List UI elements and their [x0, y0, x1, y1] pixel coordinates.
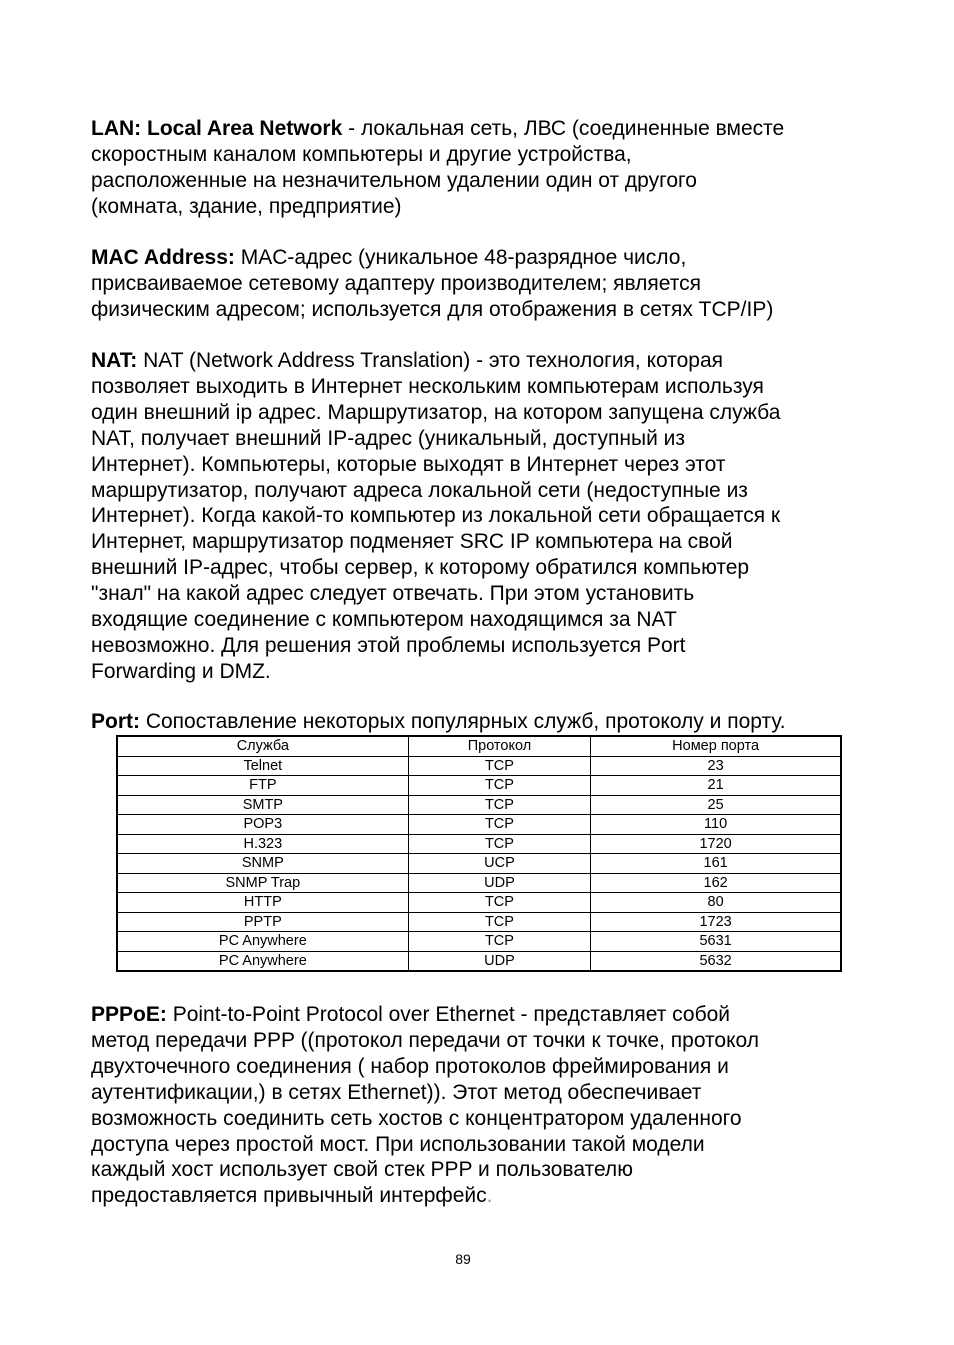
cell-service: SMTP	[117, 795, 408, 815]
cell-port: 162	[591, 873, 841, 893]
cell-port: 1720	[591, 834, 841, 854]
entry-line: "знал" на какой адрес следует отвечать. При этом установить	[91, 582, 695, 606]
cell-service: PPTP	[117, 912, 408, 932]
cell-protocol: TCP	[408, 776, 591, 796]
table-row	[117, 815, 841, 835]
cell-service: SNMP Trap	[117, 873, 408, 893]
entry-line: (комната, здание, предприятие)	[91, 194, 402, 218]
cell-protocol: TCP	[408, 893, 591, 913]
entry-line: NAT: NAT (Network Address Translation) - это технология, которая	[91, 349, 724, 372]
entry-line: PPPoE: Point-to-Point Protocol over Ethernet - представляет собой	[91, 1003, 731, 1026]
entry-line: Port: Сопоставление некоторых популярных служб, протоколу и порту.	[91, 710, 786, 733]
cell-protocol: TCP	[408, 912, 591, 932]
entry-line: расположенные на незначительном удалении один от другого	[91, 168, 697, 192]
table-row	[117, 834, 841, 854]
entry-line: Интернет). Компьютеры, которые выходят в Интернет через этот	[91, 452, 726, 476]
entry-line: один внешний ip адрес. Маршрутизатор, на котором запущена служба	[91, 400, 781, 424]
entry-line: невозможно. Для решения этой проблемы используется Port	[91, 633, 686, 657]
column-header-protocol: Протокол	[408, 736, 591, 756]
cell-protocol: TCP	[408, 815, 591, 835]
cell-service: POP3	[117, 815, 408, 835]
cell-port: 23	[591, 756, 841, 776]
cell-port: 5631	[591, 932, 841, 952]
entry-line: Forwarding и DMZ.	[91, 659, 271, 683]
glossary-term: MAC Address:	[91, 246, 235, 269]
entry-line: метод передачи PPP ((протокол передачи от точки к точке, протокол	[91, 1028, 760, 1052]
cell-service: PC Anywhere	[117, 932, 408, 952]
table-row	[117, 756, 841, 776]
cell-service: PC Anywhere	[117, 951, 408, 971]
entry-line: предоставляется привычный интерфейс.	[91, 1184, 493, 1208]
table-row	[117, 776, 841, 796]
cell-protocol: TCP	[408, 795, 591, 815]
cell-port: 161	[591, 854, 841, 874]
cell-protocol: TCP	[408, 756, 591, 776]
column-header-port-number: Номер порта	[591, 736, 841, 756]
entry-line: доступа через простой мост. При использовании такой модели	[91, 1132, 705, 1156]
page-number: 89	[455, 1251, 471, 1267]
table-row	[117, 795, 841, 815]
entry-line: маршрутизатор, получают адреса локальной сети (недоступные из	[91, 478, 748, 502]
cell-service: H.323	[117, 834, 408, 854]
cell-protocol: UDP	[408, 951, 591, 971]
glossary-term: PPPoE:	[91, 1003, 167, 1026]
entry-line: аутентификации,) в сетях Ethernet)). Этот метод обеспечивает	[91, 1080, 702, 1104]
table-row	[117, 951, 841, 971]
entry-line: входящие соединение с компьютером находящимся за NAT	[91, 608, 677, 632]
table-row	[117, 873, 841, 893]
cell-port: 25	[591, 795, 841, 815]
entry-line: позволяет выходить в Интернет нескольким компьютерам используя	[91, 374, 764, 398]
column-header-service: Служба	[117, 736, 408, 756]
glossary-entry-lan	[91, 116, 851, 220]
entry-line: NAT, получает внешний IP-адрес (уникальный, доступный из	[91, 426, 686, 450]
entry-line: скоростным каналом компьютеры и другие устройства,	[91, 142, 632, 166]
entry-line: физическим адресом; используется для отображения в сетях TCP/IP)	[91, 297, 774, 321]
port-table	[116, 735, 842, 972]
cell-service: SNMP	[117, 854, 408, 874]
entry-line: LAN: Local Area Network - локальная сеть, ЛВС (соединенные вместе	[91, 117, 785, 140]
cell-service: Telnet	[117, 756, 408, 776]
cell-service: FTP	[117, 776, 408, 796]
entry-line: двухточечного соединения ( набор протоколов фреймирования и	[91, 1054, 729, 1078]
glossary-term: LAN: Local Area Network	[91, 117, 343, 140]
glossary-term: NAT:	[91, 349, 138, 372]
entry-line: Интернет). Когда какой-то компьютер из локальной сети обращается к	[91, 504, 781, 528]
cell-protocol: TCP	[408, 834, 591, 854]
table-header-row	[117, 736, 841, 756]
table-row	[117, 893, 841, 913]
cell-protocol: UDP	[408, 873, 591, 893]
cell-protocol: TCP	[408, 932, 591, 952]
glossary-entry-port	[91, 709, 871, 735]
cell-service: HTTP	[117, 893, 408, 913]
glossary-entry-mac	[91, 245, 851, 323]
entry-line: MAC Address: MAC-адрес (уникальное 48-разрядное число,	[91, 246, 687, 269]
entry-line: Интернет, маршрутизатор подменяет SRC IP компьютера на свой	[91, 530, 733, 554]
cell-port: 5632	[591, 951, 841, 971]
entry-line: внешний IP-адрес, чтобы сервер, к которому обратился компьютер	[91, 556, 750, 580]
table-row	[117, 932, 841, 952]
table-row	[117, 854, 841, 874]
cell-port: 80	[591, 893, 841, 913]
entry-line: присваиваемое сетевому адаптеру производителем; является	[91, 271, 702, 295]
glossary-entry-pppoe	[91, 1002, 851, 1209]
entry-line: возможность соединить сеть хостов с концентратором удаленного	[91, 1106, 742, 1130]
entry-line: каждый хост использует свой стек PPP и пользователю	[91, 1158, 633, 1182]
cell-protocol: UCP	[408, 854, 591, 874]
final-period: .	[486, 1184, 493, 1208]
table-row	[117, 912, 841, 932]
cell-port: 1723	[591, 912, 841, 932]
cell-port: 21	[591, 776, 841, 796]
glossary-entry-nat	[91, 348, 851, 685]
cell-port: 110	[591, 815, 841, 835]
glossary-term: Port:	[91, 710, 140, 733]
